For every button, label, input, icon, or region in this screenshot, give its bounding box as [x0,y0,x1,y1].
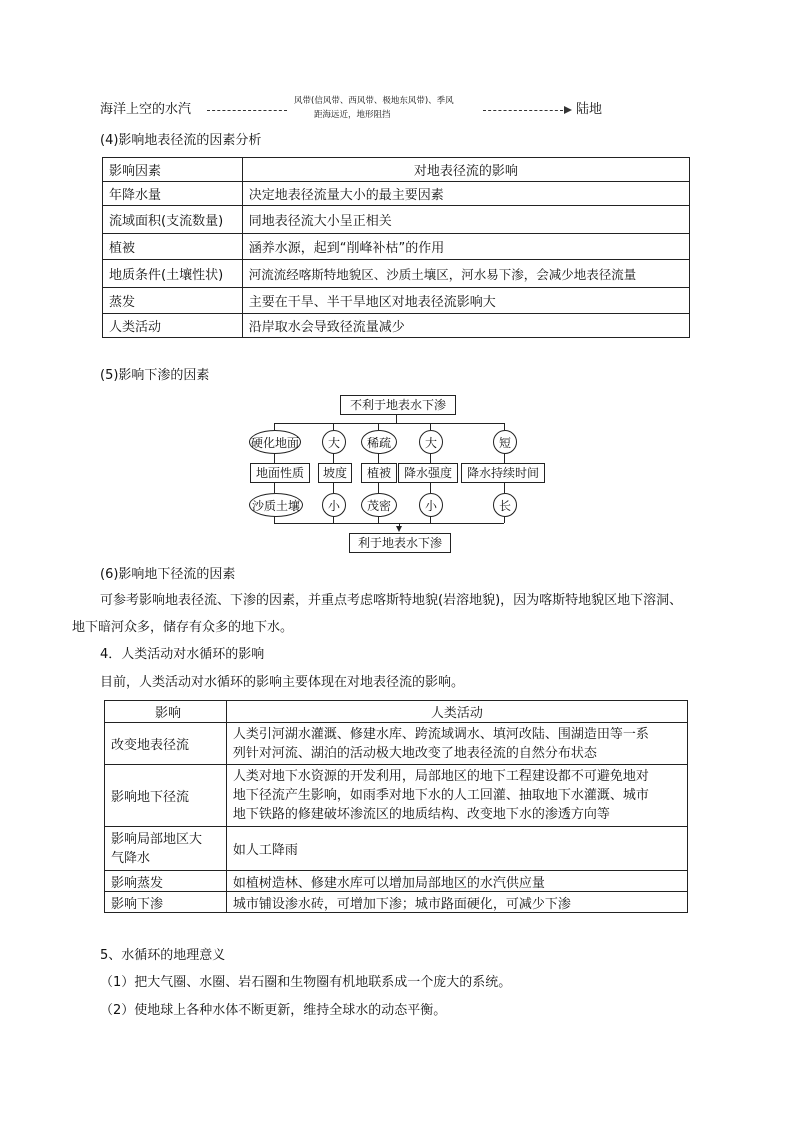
section6-paragraph-line2: 地下暗河众多，储存有众多的地下水。 [72,620,294,635]
bottom-factor-ellipse: 沙质土壤 [249,493,303,517]
cell-line: 列针对河流、湖泊的活动极大地改变了地表径流的自然分布状态 [232,745,597,761]
connector-line [378,516,379,523]
connector-line [396,415,397,423]
bottom-factor-ellipse: 小 [322,493,346,517]
table-row [103,234,690,260]
table-row [103,314,690,338]
table-header-cell: 影响因素 [103,158,243,182]
table-cell: 主要在干旱、半干旱地区对地表径流影响大 [242,288,689,314]
table-header-cell: 人类活动 [226,701,687,723]
section6-paragraph-line1: 可参考影响地表径流、下渗的因素，并重点考虑喀斯特地貌(岩溶地貌)，因为喀斯特地貌区地下溶洞、 [100,593,683,608]
section6-heading: (6)影响地下径流的因素 [100,567,236,582]
part5-heading: 5、水循环的地理意义 [100,948,226,963]
connector-line [333,483,334,493]
table-header-cell: 影响 [105,701,227,723]
top-factor-ellipse: 大 [419,430,443,454]
table-cell [105,827,227,871]
connector-line [504,483,505,493]
factor-label-box: 地面性质 [250,463,310,483]
factor-label-box: 植被 [361,463,397,483]
table-cell: 改变地表径流 [105,723,227,765]
top-factor-ellipse: 稀疏 [361,430,397,454]
surface-runoff-table [102,157,690,338]
arrow-down-icon [396,526,402,532]
cell-line: 地下铁路的修建破坏渗流区的地质结构、改变地下水的渗透方向等 [232,807,610,822]
cell-line: 气降水 [111,850,151,866]
connector-line [274,483,275,493]
connector-line [378,453,379,463]
flow-top-note: 风带(信风带、西风带、极地东风带)、季风 [294,96,454,106]
connector-line [430,516,431,523]
table-cell: 同地表径流大小呈正相关 [242,206,689,234]
table-cell: 决定地表径流量大小的最主要因素 [242,182,689,206]
flow-dash-right [483,110,563,111]
table-row [103,206,690,234]
bottom-factor-ellipse: 长 [493,493,517,517]
part5-item1: （1）把大气圈、水圈、岩石圈和生物圈有机地联系成一个庞大的系统。 [100,975,512,990]
table-cell: 地质条件(土壤性状) [103,260,243,288]
part5-item2: （2）使地球上各种水体不断更新，维持全球水的动态平衡。 [100,1003,447,1018]
connector-line [274,423,275,430]
connector-line [504,423,505,430]
connector-line [504,453,505,463]
table-cell: 影响蒸发 [105,871,227,892]
table-row [105,871,688,892]
top-factor-ellipse: 短 [493,430,517,454]
connector-line [333,453,334,463]
cell-line: 影响局部地区大 [111,831,203,847]
table-cell: 人类活动 [103,314,243,338]
bottom-factor-ellipse: 茂密 [361,493,397,517]
top-factor-ellipse: 硬化地面 [249,430,301,454]
table-cell: 城市铺设渗水砖，可增加下渗；城市路面硬化，可减少下渗 [226,892,687,913]
section5-heading: (5)影响下渗的因素 [100,368,210,383]
cell-line: 地下径流产生影响，如雨季对地下水的人工回灌、抽取地下水灌溉、城市 [232,788,649,803]
unfavorable-infiltration-box: 不利于地表水下渗 [340,395,456,415]
connector-line [378,483,379,493]
factor-label-box: 坡度 [318,463,352,483]
table-cell: 影响下渗 [105,892,227,913]
top-factor-ellipse: 大 [322,430,346,454]
factor-label-box: 降水持续时间 [461,463,545,483]
connector-line [430,423,431,430]
table-cell: 沿岸取水会导致径流量减少 [242,314,689,338]
flow-right-label: 陆地 [576,102,603,117]
table-cell [226,765,687,827]
table-cell: 河流流经喀斯特地貌区、沙质土壤区，河水易下渗，会减少地表径流量 [242,260,689,288]
section4-heading: (4)影响地表径流的因素分析 [100,133,262,148]
connector-line [274,453,275,463]
connector-line [430,453,431,463]
connector-line [504,516,505,523]
connector-line [274,423,504,424]
flow-arrow-icon [564,106,572,114]
table-cell [226,723,687,765]
table-row [105,892,688,913]
bottom-factor-ellipse: 小 [419,493,443,517]
table-cell: 如植树造林、修建水库可以增加局部地区的水汽供应量 [226,871,687,892]
table-row [103,288,690,314]
table-cell: 流域面积(支流数量) [103,206,243,234]
table-cell: 蒸发 [103,288,243,314]
connector-line [430,483,431,493]
table-cell: 涵养水源，起到“削峰补枯”的作用 [242,234,689,260]
connector-line [378,423,379,430]
connector-line [333,423,334,430]
table-header-row [103,158,690,182]
table-header-row [105,701,688,723]
table-row [103,260,690,288]
human-activity-table [104,700,688,913]
table-cell: 年降水量 [103,182,243,206]
part4-intro: 目前，人类活动对水循环的影响主要体现在对地表径流的影响。 [100,675,465,690]
connector-line [333,516,334,523]
flow-left-label: 海洋上空的水汽 [100,102,192,117]
flow-dash-left [207,110,287,111]
cell-line: 人类对地下水资源的开发利用，局部地区的地下工程建设都不可避免地对 [232,769,649,784]
table-row [105,827,688,871]
table-header-cell: 对地表径流的影响 [242,158,689,182]
factor-label-box: 降水强度 [398,463,458,483]
table-row [103,182,690,206]
favorable-infiltration-box: 利于地表水下渗 [349,533,451,553]
flow-bottom-note: 距海远近，地形阻挡 [314,110,391,120]
table-row [105,765,688,827]
cell-line: 人类引河湖水灌溉、修建水库、跨流域调水、填河改陆、围湖造田等一系 [232,726,649,742]
part4-heading: 4．人类活动对水循环的影响 [100,647,265,662]
table-row [105,723,688,765]
connector-line [274,523,504,524]
connector-line [274,516,275,523]
table-cell: 影响地下径流 [105,765,227,827]
table-cell: 植被 [103,234,243,260]
table-cell: 如人工降雨 [226,827,687,871]
